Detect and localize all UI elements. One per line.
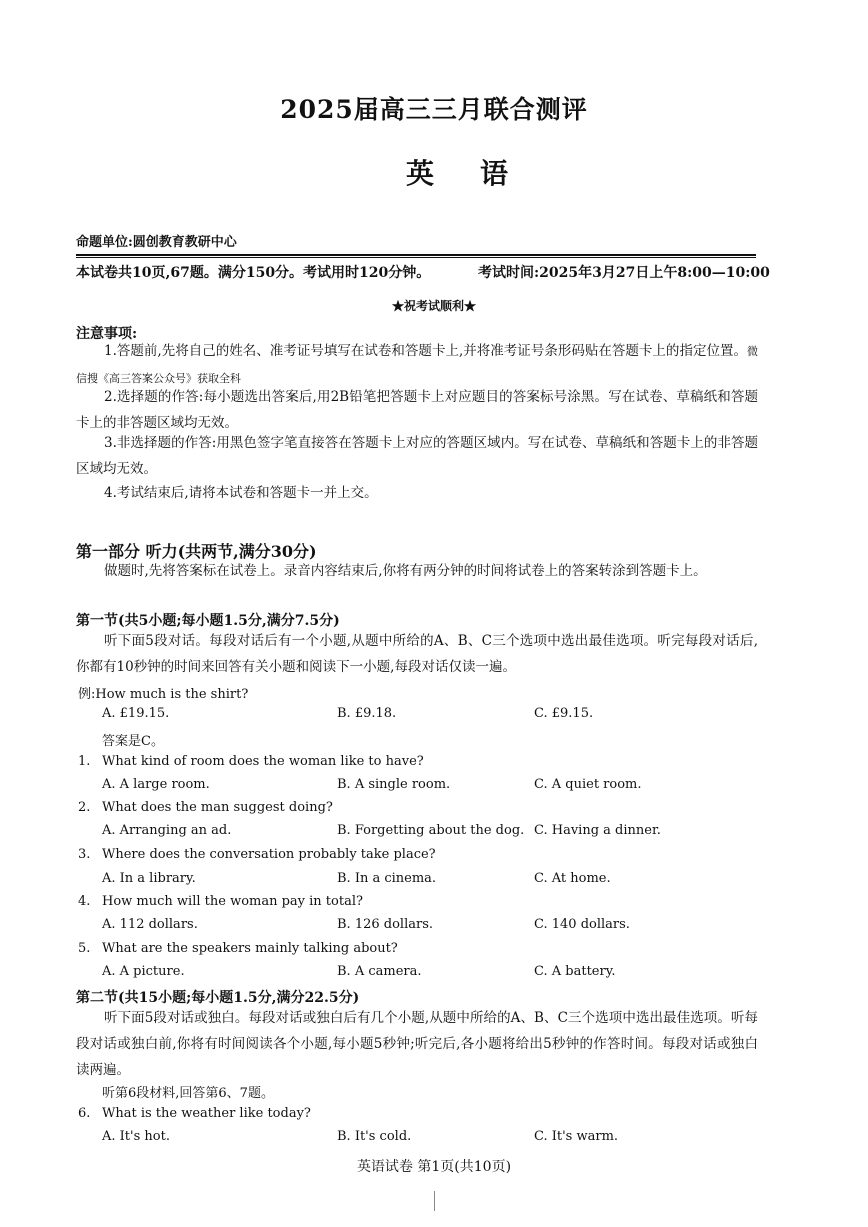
part1-title: 第一部分 听力(共两节,满分30分) <box>76 542 317 561</box>
question-4 <box>78 894 363 909</box>
example-option-a: A. £19.15. <box>102 706 170 721</box>
part1-intro: 做题时,先将答案标在试卷上。录音内容结束后,你将有两分钟的时间将试卷上的答案转涂到答题卡上。 <box>104 563 707 579</box>
q3-option-c: C. At home. <box>534 871 611 886</box>
header-rule-thick <box>76 254 756 256</box>
question-3 <box>78 847 436 862</box>
example-question-text: How much is the shirt? <box>95 687 249 702</box>
q3-option-a: A. In a library. <box>102 871 196 886</box>
q6-option-a: A. It's hot. <box>102 1129 170 1144</box>
q2-option-c: C. Having a dinner. <box>534 823 661 838</box>
question-number: 3. <box>78 847 91 862</box>
example-option-b: B. £9.18. <box>337 706 397 721</box>
q1-option-a: A. A large room. <box>102 777 210 792</box>
q6-option-c: C. It's warm. <box>534 1129 619 1144</box>
q2-option-b: B. Forgetting about the dog. <box>337 823 525 838</box>
question-number: 2. <box>78 800 91 815</box>
example-option-c: C. £9.15. <box>534 706 594 721</box>
q3-option-b: B. In a cinema. <box>337 871 437 886</box>
question-number: 1. <box>78 754 91 769</box>
material-6-note: 听第6段材料,回答第6、7题。 <box>102 1086 274 1101</box>
question-text: What is the weather like today? <box>102 1106 311 1121</box>
note-item-1-small: 微信搜《高三答案公众号》获取全科 <box>76 345 758 385</box>
q4-option-b: B. 126 dollars. <box>337 917 433 932</box>
section1-intro: 听下面5段对话。每段对话后有一个小题,从题中所给的A、B、C三个选项中选出最佳选项。听完每段对话后,你都有10秒钟的时间来回答有关小题和阅读下一小题,每段对话仅读一遍。 <box>76 633 758 675</box>
q5-option-b: B. A camera. <box>337 964 422 979</box>
exam-title: 2025届高三三月联合测评 <box>280 95 588 124</box>
q6-option-b: B. It's cold. <box>337 1129 412 1144</box>
note-item-3: 3.非选择题的作答:用黑色签字笔直接答在答题卡上对应的答题区域内。写在试卷、草稿纸和答题卡上的非答题区域均无效。 <box>76 435 758 477</box>
exam-info: 本试卷共10页,67题。满分150分。考试用时120分钟。 <box>76 265 431 281</box>
question-number: 5. <box>78 941 91 956</box>
header-rule-thin <box>76 257 756 258</box>
note-item-2: 2.选择题的作答:每小题选出答案后,用2B铅笔把答题卡上对应题目的答案标号涂黑。写在试卷、草稿纸和答题卡上的非答题区域均无效。 <box>76 389 758 431</box>
q2-option-a: A. Arranging an ad. <box>102 823 232 838</box>
question-2 <box>78 800 333 815</box>
q1-option-c: C. A quiet room. <box>534 777 642 792</box>
section2-intro: 听下面5段对话或独白。每段对话或独白后有几个小题,从题中所给的A、B、C三个选项中选出最佳选项。听每段对话或独白前,你将有时间阅读各个小题,每小题5秒钟;听完后,各小题将给出5秒钟的作答时间。每段对话或独白读两遍。 <box>76 1010 758 1078</box>
q1-option-b: B. A single room. <box>337 777 451 792</box>
question-text: What kind of room does the woman like to have? <box>102 754 424 769</box>
q4-option-a: A. 112 dollars. <box>102 917 198 932</box>
notes-heading: 注意事项: <box>76 326 138 342</box>
note-item-1-text: 1.答题前,先将自己的姓名、准考证号填写在试卷和答题卡上,并将准考证号条形码贴在答题卡上的指定位置。 <box>104 343 747 359</box>
question-number: 6. <box>78 1106 91 1121</box>
question-1 <box>78 754 424 769</box>
note-item-4: 4.考试结束后,请将本试卷和答题卡一并上交。 <box>104 485 378 501</box>
question-text: How much will the woman pay in total? <box>102 894 363 909</box>
question-text: What does the man suggest doing? <box>102 800 333 815</box>
page-mark <box>434 1191 435 1211</box>
author-line: 命题单位:圆创教育教研中心 <box>76 235 237 250</box>
section1-title: 第一节(共5小题;每小题1.5分,满分7.5分) <box>76 613 340 629</box>
exam-time: 考试时间:2025年3月27日上午8:00—10:00 <box>478 265 770 281</box>
question-text: What are the speakers mainly talking about? <box>102 941 398 956</box>
example-question <box>78 683 248 702</box>
q4-option-c: C. 140 dollars. <box>534 917 630 932</box>
question-5 <box>78 941 398 956</box>
example-label: 例: <box>78 687 96 702</box>
q5-option-a: A. A picture. <box>102 964 185 979</box>
question-number: 4. <box>78 894 91 909</box>
section2-title: 第二节(共15小题;每小题1.5分,满分22.5分) <box>76 990 360 1006</box>
page-footer: 英语试卷 第1页(共10页) <box>356 1159 512 1175</box>
q5-option-c: C. A battery. <box>534 964 616 979</box>
example-answer: 答案是C。 <box>102 734 164 749</box>
good-luck-note: ★祝考试顺利★ <box>391 299 476 313</box>
question-6 <box>78 1106 311 1121</box>
question-text: Where does the conversation probably take place? <box>102 847 436 862</box>
subject-title: 英语 <box>405 157 554 190</box>
